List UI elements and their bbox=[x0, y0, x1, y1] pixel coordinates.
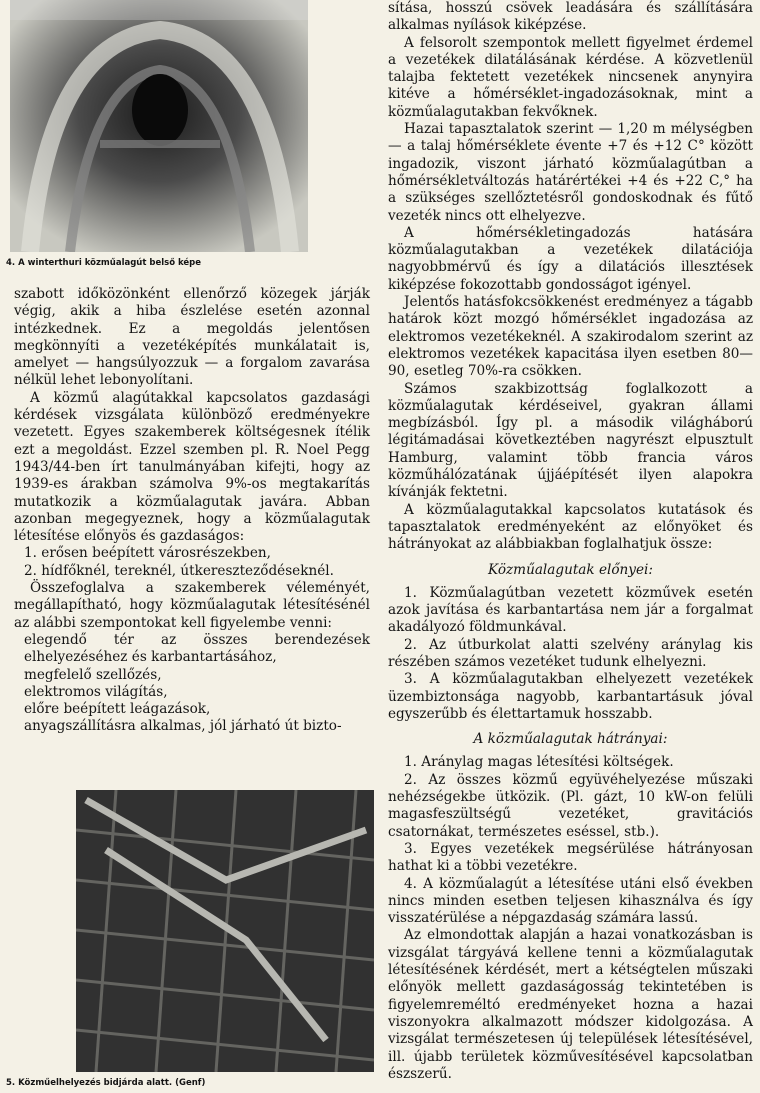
list-item: anyagszállításra alkalmas, jól járható út bizto- bbox=[24, 718, 342, 735]
closing-paragraph: Az elmondottak alapján a hazai vonatkozásban is vizsgálat tárgyává kellene tenni a közműalagutak létesítésének kérdését, mert a kétségtelen műszaki előnyök mellett gazdaságosság tekintetében is figyelemreméltó eredményeket hozna a hazai viszonyokra alkalmazott módszer kidolgozása. A vizsgálat természetesen új települések létesítésével, ill. újabb területek közművesítésével kapcsolatban észszerű. bbox=[388, 927, 753, 1082]
paragraph: Jelentős hatásfokcsökkenést eredményez a tágabb határok közt mozgó hőmérséklet ingadozása az elektromos vezetékeknél. A szakirodalom szerint az elektromos vezetékek kapacitása ilyen esetben 80—90, esetleg 70%-ra csökken. bbox=[388, 294, 753, 380]
list-item: 3. Egyes vezetékek megsérülése hátrányosan hathat ki a többi vezetékre. bbox=[388, 840, 753, 875]
figure-4-caption: 4. A winterthuri közműalagút belső képe bbox=[6, 258, 202, 268]
figure-5-photo bbox=[76, 790, 374, 1072]
list-item: 1. Közműalagútban vezetett közművek esetén azok javítása és karbantartása nem jár a forgalmat akadályozó földmunkával. bbox=[388, 584, 753, 636]
paragraph: Hazai tapasztalatok szerint — 1,20 m mélységben — a talaj hőmérséklete évente +7 és +12 C° között ingadozik, viszont járható közműalagútban a hőmérsékletváltozás határértékei +4 és +22 C,° ha a szükséges szellőztetésről gondoskodnak és fűtő vezeték nincs ott elhelyezve. bbox=[388, 121, 753, 224]
figure-4-photo bbox=[10, 0, 308, 252]
list-item: előre beépített leágazások, bbox=[24, 701, 211, 718]
paragraph: A közmű alagútakkal kapcsolatos gazdasági kérdések vizsgálata különböző eredményekre vezetett. Egyes szakemberek költségesnek ítélik ezt a megoldást. Ezzel szemben pl. R. Noel Pegg 1943/44-ben írt tanulmányában kifejti, hogy az 1939-es árakban számolva 9%-os megtakarítás mutatkozik a közműalagutak javára. Abban azonban megegyeznek, hogy a közműalagutak létesítése előnyös és gazdaságos: bbox=[14, 389, 370, 545]
paragraph: A felsorolt szempontok mellett figyelmet érdemel a vezetékek dilatálásának kérdése. A közvetlenül talajba fektetett vezetékek nincsenek anynyira kitéve a hőmérséklet-ingadozásoknak, mint a közműalagutakban fekvőknek. bbox=[388, 34, 753, 120]
paragraph: sítása, hosszú csövek leadására és szállítására alkalmas nyílások kiképzése. bbox=[388, 0, 753, 34]
list-item: elektromos világítás, bbox=[24, 683, 168, 700]
advantages-heading: Közműalagutak előnyei: bbox=[488, 561, 653, 578]
paragraph: Számos szakbizottság foglalkozott a közműalagutak kérdéseivel, gyakran állami megbízásból. Így pl. a második világháború légitámadásai következtében nagyrészt elpusztult Hamburg, valamint több francia város közműhálózatának újjáépítését ilyen alapokra kívánják fektetni. bbox=[388, 380, 753, 501]
list-item: megfelelő szellőzés, bbox=[24, 666, 162, 683]
paragraph: A hőmérsékletingadozás hatására közműalagutakban a vezetékek dilatációja nagyobbmérvű és így a dilatációs illesztések kiképzése fokozottabb gondosságot igényel. bbox=[388, 224, 753, 293]
list-item: elegendő tér az összes berendezések elhelyezéséhez és karbantartásához, bbox=[24, 631, 370, 666]
tunnel-interior-image bbox=[10, 0, 308, 252]
left-column bbox=[6, 0, 370, 1088]
paragraph: Összefoglalva a szakemberek véleményét, megállapítható, hogy közműalagutak létesítésénél az alábbi szempontokat kell figyelembe venni: bbox=[14, 580, 370, 631]
list-item: 4. A közműalagút a létesítése utáni első években nincs minden esetben teljesen kihasználva és így visszatérülése a népgazdaság számára lassú. bbox=[388, 875, 753, 927]
utility-layout-image bbox=[76, 790, 374, 1072]
paragraph: szabott időközönként ellenőrző közegek járják végig, akik a hiba észlelése esetén azonnal intézkednek. Ez a megoldás jelentősen megkönnyíti a vezetéképítés munkálatait is, amelyet — hangsúlyozzuk — a forgalom zavarása nélkül lehet lebonyolítani. bbox=[14, 286, 370, 389]
disadvantages-heading: A közműalagutak hátrányai: bbox=[473, 731, 668, 748]
list-item: 1. erősen beépített városrészekben, bbox=[24, 545, 271, 562]
list-item: 2. hídfőknél, tereknél, útkereszteződéseknél. bbox=[24, 562, 334, 579]
right-column bbox=[388, 0, 753, 1083]
list-item: 2. Az útburkolat alatti szelvény aránylag kis részében számos vezetéket tudunk elhelyezni. bbox=[388, 636, 753, 670]
paragraph: A közműalagutakkal kapcsolatos kutatások és tapasztalatok eredményeként az előnyöket és hátrányokat az alábbiakban foglalhatjuk össze: bbox=[388, 501, 753, 553]
list-item: 3. A közműalagutakban elhelyezett vezetékek üzembiztonsága nagyobb, karbantartásuk jóval egyszerűbb és élettartamuk hosszabb. bbox=[388, 671, 753, 722]
figure-5-caption: 5. Közműelhelyezés bidjárda alatt. (Genf) bbox=[6, 1078, 206, 1088]
list-item: 2. Az összes közmű együvéhelyezése műszaki nehézségekbe ütközik. (Pl. gázt, 10 kW-on felüli magasfeszültségű vezetéket, gravitációs csatornákat, természetes eséssel, stb.). bbox=[388, 771, 753, 840]
list-item: 1. Aránylag magas létesítési költségek. bbox=[404, 754, 674, 771]
